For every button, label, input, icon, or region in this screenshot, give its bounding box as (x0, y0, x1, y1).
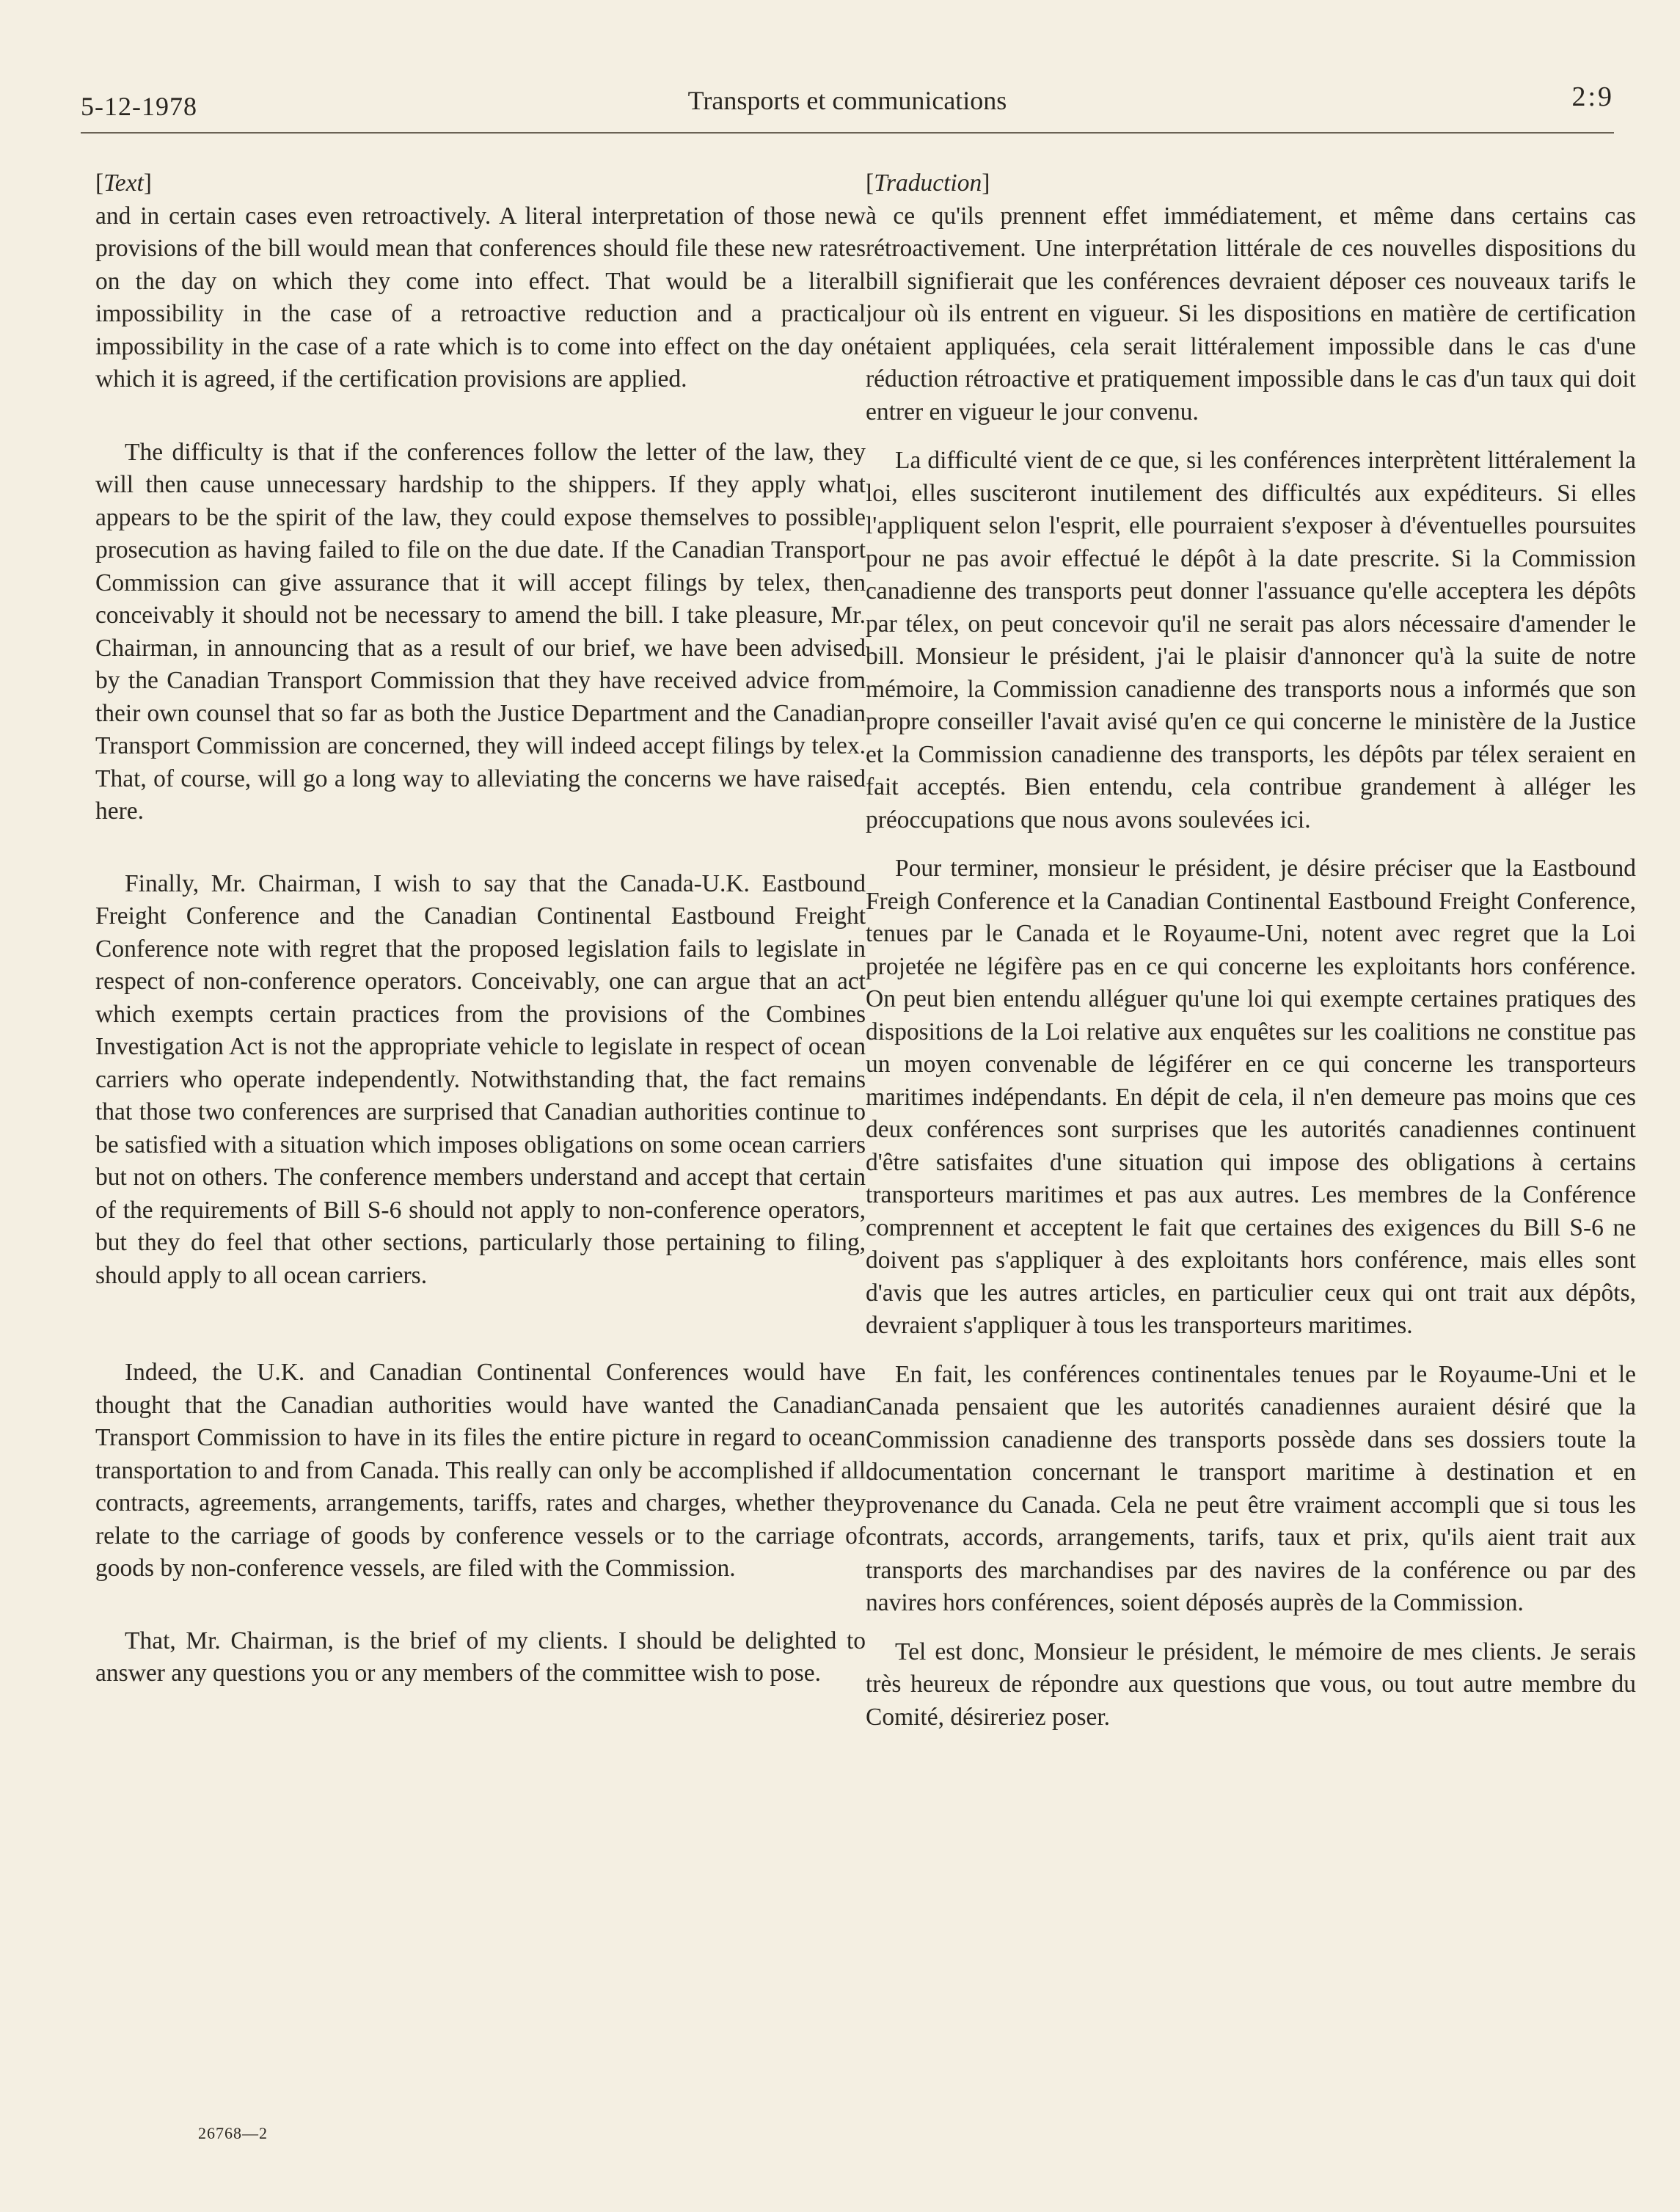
page-header (81, 81, 1614, 134)
paragraph: Pour terminer, monsieur le président, je désire préciser que la Eastbound Freigh Conference et la Canadian Continental Eastbound Freight Conference, tenues par le Canada et le Royaume-Uni, notent avec regret que la Loi projetée ne légifère pas en ce qui concerne les exploitants hors conférence. On peut bien entendu alléguer qu'une loi qui exempte certaines pratiques des dispositions de la Loi relative aux enquêtes sur les coalitions ne constitue pas un moyen convenable de légiférer en ce qui concerne les transporteurs maritimes indépendants. En dépit de cela, il n'en demeure pas moins que ces deux conférences sont surprises que les autorités canadiennes continuent d'être satisfaites d'une situation qui impose des obligations à certains transporteurs maritimes et pas aux autres. Les membres de la Conférence comprennent et acceptent le fait que certaines des exigences du Bill S-6 ne doivent pas s'appliquer à des exploitants hors conférence, mais elles sont d'avis que les autres articles, en particulier ceux qui ont trait aux dépôts, devraient s'appliquer à tous les transporteurs maritimes. (866, 855, 1636, 1339)
paragraph: That, Mr. Chairman, is the brief of my clients. I should be delighted to answer any questions you or any members of the committee wish to pose. (95, 1627, 866, 1687)
column-label-text: [ Text ] (95, 167, 866, 200)
printer-code: 26768—2 (198, 2124, 268, 2142)
paragraph: La difficulté vient de ce que, si les conférences interprètent littéralement la loi, elles susciteront inutilement des difficultés aux expéditeurs. Si elles l'appliquent selon l'esprit, elle pourraient s'exposer à d'éventuelles poursuites pour ne pas avoir effectué le dépôt à la date prescrite. Si la Commission canadienne des transports peut donner l'assuance qu'elle acceptera les dépôts par télex, on peut concevoir qu'il ne serait pas alors nécessaire d'amender le bill. Monsieur le président, j'ai le plaisir d'annoncer qu'à la suite de notre mémoire, la Commission canadienne des transports nous a informés que son propre conseiller l'avait avisé qu'en ce qui concerne le ministère de la Justice et la Commission canadienne des transports, les dépôts par télex seraient en fait acceptés. Bien entendu, cela contribue grandement à alléger les préoccupations que nous avons soulevées ici. (866, 447, 1636, 833)
paragraph: and in certain cases even retroactively. A literal interpretation of those new provisions of the bill would mean that conferences should file these new rates on the day on which they come into effect. That would be a literal impossibility in the case of a retroactive reduction and a practical impossibility in the case of a rate which is to come into effect on the day on which it is agreed, if the certification provisions are applied. (95, 202, 866, 393)
column-label-traduction: [ Traduction ] (866, 167, 1636, 200)
header-title: Transports et communications (687, 86, 1007, 115)
french-column (866, 167, 1636, 1734)
paragraph: The difficulty is that if the conferences follow the letter of the law, they will then cause unnecessary hardship to the shippers. If they apply what appears to be the spirit of the law, they could expose themselves to possible prosecution as having failed to file on the due date. If the Canadian Transport Commission can give assurance that it will accept filings by telex, then conceivably it should not be necessary to amend the bill. I take pleasure, Mr. Chairman, in announcing that as a result of our brief, we have been advised by the Canadian Transport Commission that they have received advice from their own counsel that so far as both the Justice Department and the Canadian Transport Commission are concerned, they will indeed accept filings by telex. That, of course, will go a long way to alleviating the concerns we have raised here. (95, 438, 866, 825)
paragraph: à ce qu'ils prennent effet immédiatement, et même dans certains cas rétroactivement. Une interprétation littérale de ces nouvelles dispositions du bill signifierait que les conférences devraient déposer ces nouveaux tarifs le jour où ils entrent en vigueur. Si les dispositions en matière de certification étaient appliquées, cela serait littéralement impossible dans le cas d'une réduction rétroactive et pratiquement impossible dans le cas d'un taux qui doit entrer en vigueur le jour convenu. (866, 202, 1636, 426)
english-column (95, 167, 866, 1690)
paragraph: En fait, les conférences continentales tenues par le Royaume-Uni et le Canada pensaient que les autorités canadiennes auraient désiré que la Commission canadienne des transports possède dans ses dossiers toute la documentation concernant le transport maritime à destination et en provenance du Canada. Cela ne peut être vraiment accompli que si tous les contrats, accords, arrangements, tarifs, taux et prix, qu'ils aient trait aux transports des marchandises par des navires de la conférence ou par des navires hors conférences, soient déposés auprès de la Commission. (866, 1360, 1636, 1616)
paragraph: Finally, Mr. Chairman, I wish to say that the Canada-U.K. Eastbound Freight Conference and the Canadian Continental Eastbound Freight Conference note with regret that the proposed legislation fails to legislate in respect of non-conference operators. Conceivably, one can argue that an act which exempts certain practices from the provisions of the Combines Investigation Act is not the appropriate vehicle to legislate in respect of ocean carriers who operate independently. Notwithstanding that, the fact remains that those two conferences are surprised that Canadian authorities continue to be satisfied with a situation which imposes obligations on some ocean carriers but not on others. The conference members understand and accept that certain of the requirements of Bill S-6 should not apply to non-conference operators, but they do feel that other sections, particularly those pertaining to filing, should apply to all ocean carriers. (95, 869, 866, 1289)
paragraph: Indeed, the U.K. and Canadian Continental Conferences would have thought that the Canadian authorities would have wanted the Canadian Transport Commission to have in its files the entire picture in regard to ocean transportation to and from Canada. This really can only be accomplished if all contracts, agreements, arrangements, tariffs, rates and charges, whether they relate to the carriage of goods by conference vessels or to the carriage of goods by non-conference vessels, are filed with the Commission. (95, 1359, 866, 1582)
paragraph: Tel est donc, Monsieur le président, le mémoire de mes clients. Je serais très heureux de répondre aux questions que vous, ou tout autre membre du Comité, désireriez poser. (866, 1638, 1636, 1731)
header-date: 5-12-1978 (81, 92, 197, 121)
header-page-number: 2:9 (1571, 81, 1614, 112)
